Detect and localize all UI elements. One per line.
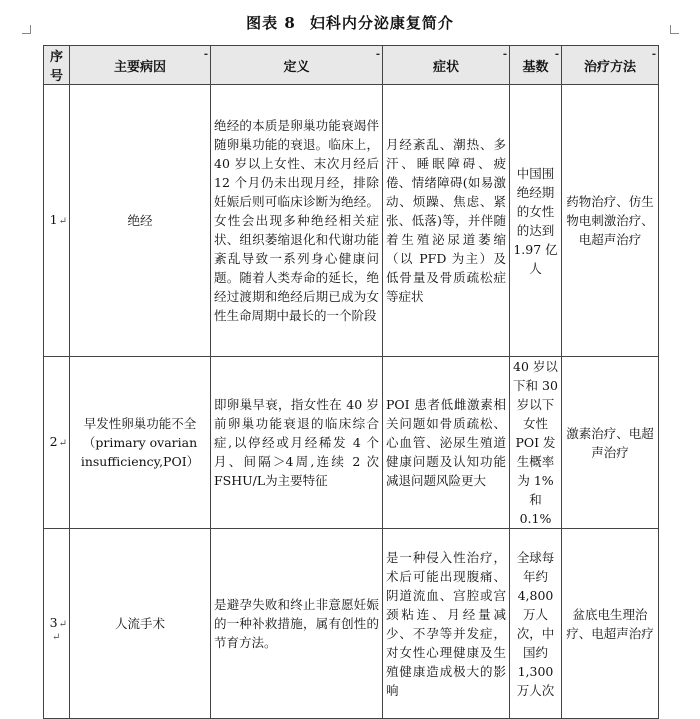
cause-cell: 早发性卵巢功能不全（primary ovarian insufficiency,POI） bbox=[70, 357, 211, 529]
paragraph-mark: ↵ bbox=[52, 632, 61, 643]
definition-cell: 是避孕失败和终止非意愿妊娠的一种补救措施，属有创性的节育方法。 bbox=[211, 529, 383, 719]
definition-cell: 绝经的本质是卵巢功能衰竭伴随卵巢功能的衰退。临床上，40 岁以上女性、末次月经后 12 个月仍未出现月经，排除妊娠后则可临床诊断为绝经。女性会出现多种绝经相关症状、组织萎缩退化和代谢功能紊乱导致一系列身心健康问题。随着人类寿命的延长，绝经过渡期和绝经后期已成为女性生命周期中最长的一个阶段 bbox=[211, 85, 383, 357]
treatment-cell: 盆底电生理治疗、电超声治疗 bbox=[562, 529, 659, 719]
base-cell: 全球每年约 4,800 万人次，中国约 1,300 万人次 bbox=[510, 529, 562, 719]
row-number: 3↵ bbox=[44, 529, 70, 719]
cause-cell: 绝经 bbox=[70, 85, 211, 357]
table-row bbox=[44, 357, 659, 529]
header-cause: 主要病因 - bbox=[70, 46, 211, 85]
treatment-cell: 药物治疗、仿生物电刺激治疗、电超声治疗 bbox=[562, 85, 659, 357]
info-table bbox=[43, 45, 659, 719]
title-text: 妇科内分泌康复简介 bbox=[309, 14, 454, 32]
header-treatment: 治疗方法 - bbox=[562, 46, 659, 85]
table-row bbox=[44, 529, 659, 719]
cause-cell: 人流手术 bbox=[70, 529, 211, 719]
base-cell: 40 岁以下和 30 岁以下女性 POI 发生概率为 1%和 0.1% bbox=[510, 357, 562, 529]
table-title bbox=[0, 12, 700, 33]
header-symptoms: 症状 - bbox=[383, 46, 510, 85]
base-cell: 中国围绝经期的女性的达到 1.97 亿人 bbox=[510, 85, 562, 357]
treatment-cell: 激素治疗、电超声治疗 bbox=[562, 357, 659, 529]
header-no: 序号 bbox=[44, 46, 70, 85]
header-row bbox=[44, 46, 659, 85]
row-number: 1↵ bbox=[44, 85, 70, 357]
figure-label: 图表 8 bbox=[246, 14, 296, 32]
table-row bbox=[44, 85, 659, 357]
symptoms-cell: 是一种侵入性治疗，术后可能出现腹痛、阴道流血、宫腔或宫颈粘连、月经量减少、不孕等并发症，对女性心理健康及生殖健康造成极大的影响 bbox=[383, 529, 510, 719]
header-base: 基数 - bbox=[510, 46, 562, 85]
header-definition: 定义 - bbox=[211, 46, 383, 85]
symptoms-cell: 月经紊乱、潮热、多汗、睡眠障碍、疲倦、情绪障碍(如易激动、烦躁、焦虑、紧张、低落)等，并伴随着生殖泌尿道萎缩（以 PFD 为主）及低骨量及骨质疏松症等症状 bbox=[383, 85, 510, 357]
definition-cell: 即卵巢早衰，指女性在 40 岁前卵巢功能衰退的临床综合症,以停经或月经稀发 4 个月、间隔＞4周,连续 2 次 FSHU/L为主要特征 bbox=[211, 357, 383, 529]
symptoms-cell: POI 患者低雌激素相关问题如骨质疏松、心血管、泌尿生殖道健康问题及认知功能减退问题风险更大 bbox=[383, 357, 510, 529]
row-number: 2↵ bbox=[44, 357, 70, 529]
